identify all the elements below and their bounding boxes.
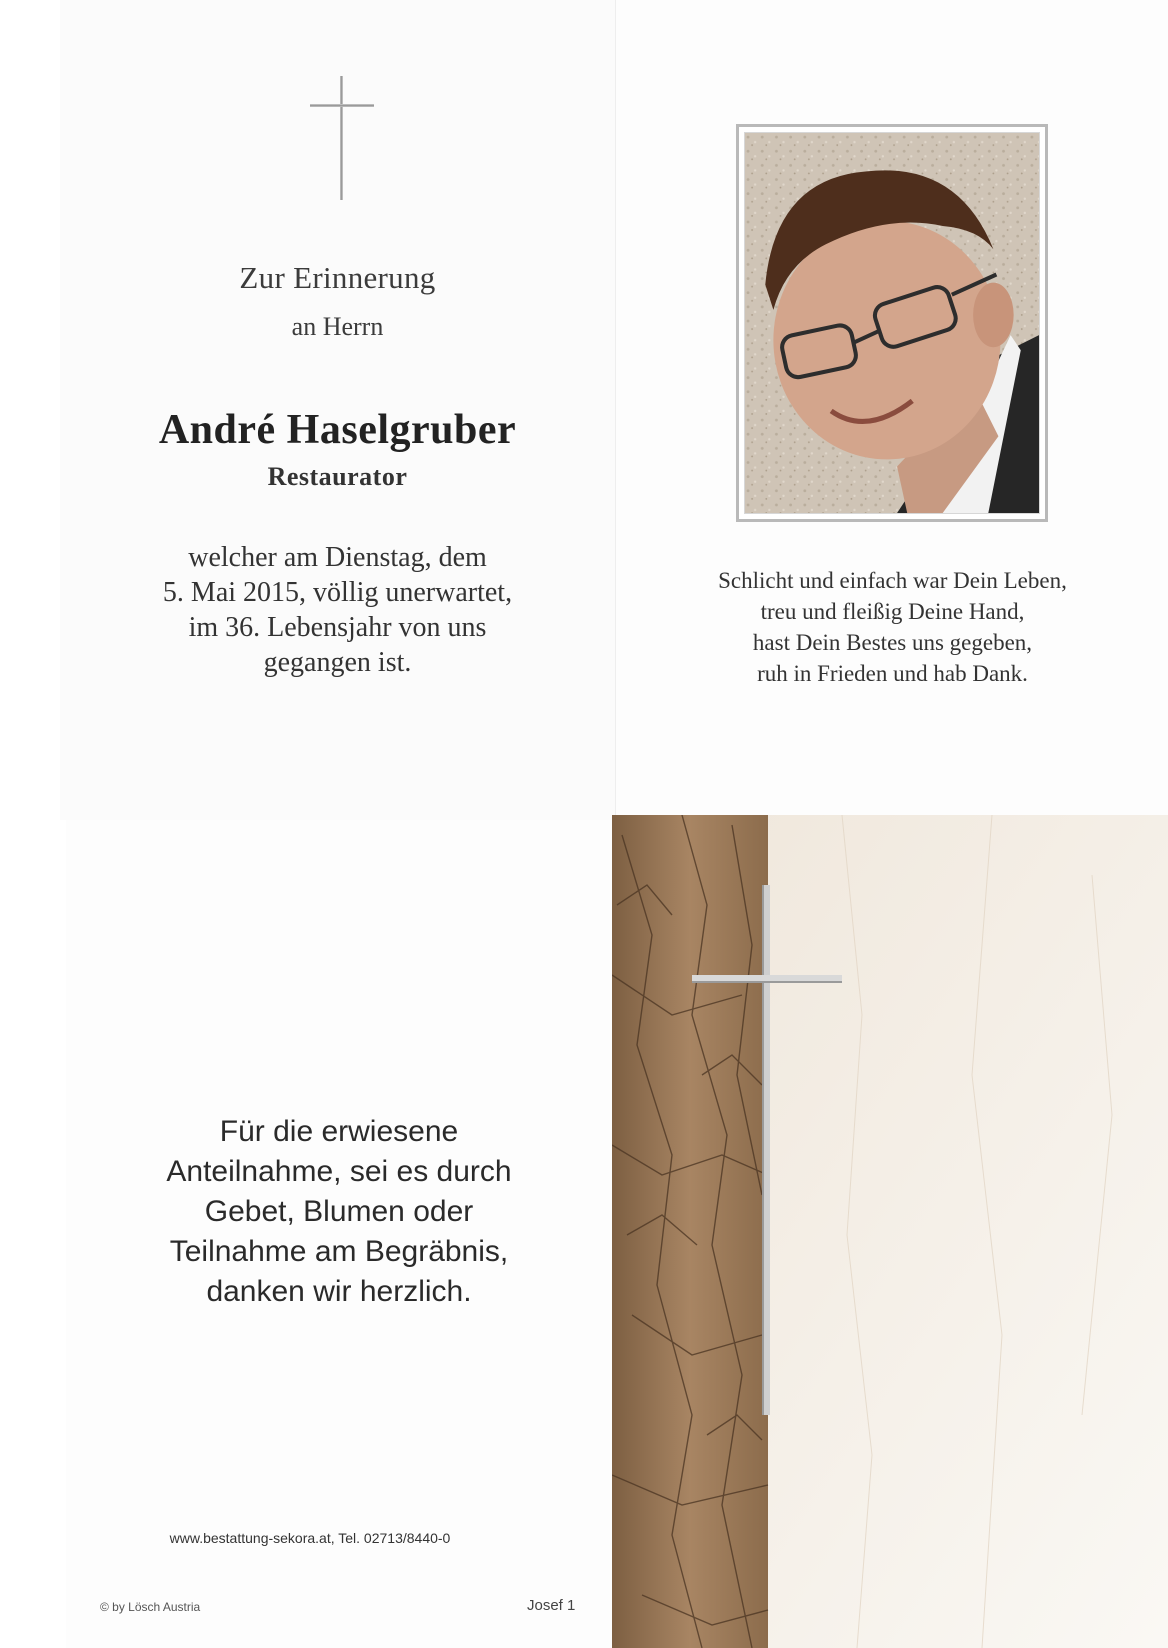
- cross-icon: [310, 76, 374, 200]
- deceased-occupation: Restaurator: [267, 462, 408, 491]
- deceased-name: André Haselgruber: [158, 407, 517, 453]
- memorial-prefix: an Herrn: [291, 312, 384, 341]
- poem-line: hast Dein Bestes uns gegeben,: [752, 630, 1033, 655]
- memorial-heading: Zur Erinnerung: [239, 260, 436, 295]
- memorial-panel: [60, 0, 615, 820]
- death-notice: [60, 540, 615, 680]
- wood-cross-image: [612, 815, 1168, 1648]
- thanks-line: Anteilnahme, sei es durch: [166, 1155, 512, 1188]
- notice-line: gegangen ist.: [263, 647, 412, 678]
- wood-cross-icon: [612, 815, 1168, 1648]
- thanks-line: Teilnahme am Begräbnis,: [169, 1235, 509, 1268]
- photo-panel: [615, 0, 1168, 820]
- notice-line: 5. Mai 2015, völlig unerwartet,: [162, 577, 513, 608]
- thanks-text: [66, 1112, 612, 1312]
- notice-line: welcher am Dienstag, dem: [188, 542, 487, 573]
- thanks-line: Gebet, Blumen oder: [204, 1195, 474, 1228]
- thanks-line: Für die erwiesene: [219, 1115, 459, 1148]
- poem-line: treu und fleißig Deine Hand,: [760, 599, 1025, 624]
- portrait-photo: [744, 132, 1040, 514]
- thanks-line: danken wir herzlich.: [206, 1275, 472, 1308]
- notice-line: im 36. Lebensjahr von uns: [188, 612, 487, 643]
- poem-line: ruh in Frieden und hab Dank.: [757, 661, 1028, 686]
- memorial-poem: [616, 565, 1168, 689]
- copyright-note: © by Lösch Austria: [100, 1600, 201, 1614]
- portrait-frame: [736, 124, 1048, 522]
- poem-line: Schlicht und einfach war Dein Leben,: [718, 568, 1067, 593]
- design-code: Josef 1: [527, 1597, 576, 1614]
- contact-line: www.bestattung-sekora.at, Tel. 02713/8440-0: [169, 1530, 451, 1546]
